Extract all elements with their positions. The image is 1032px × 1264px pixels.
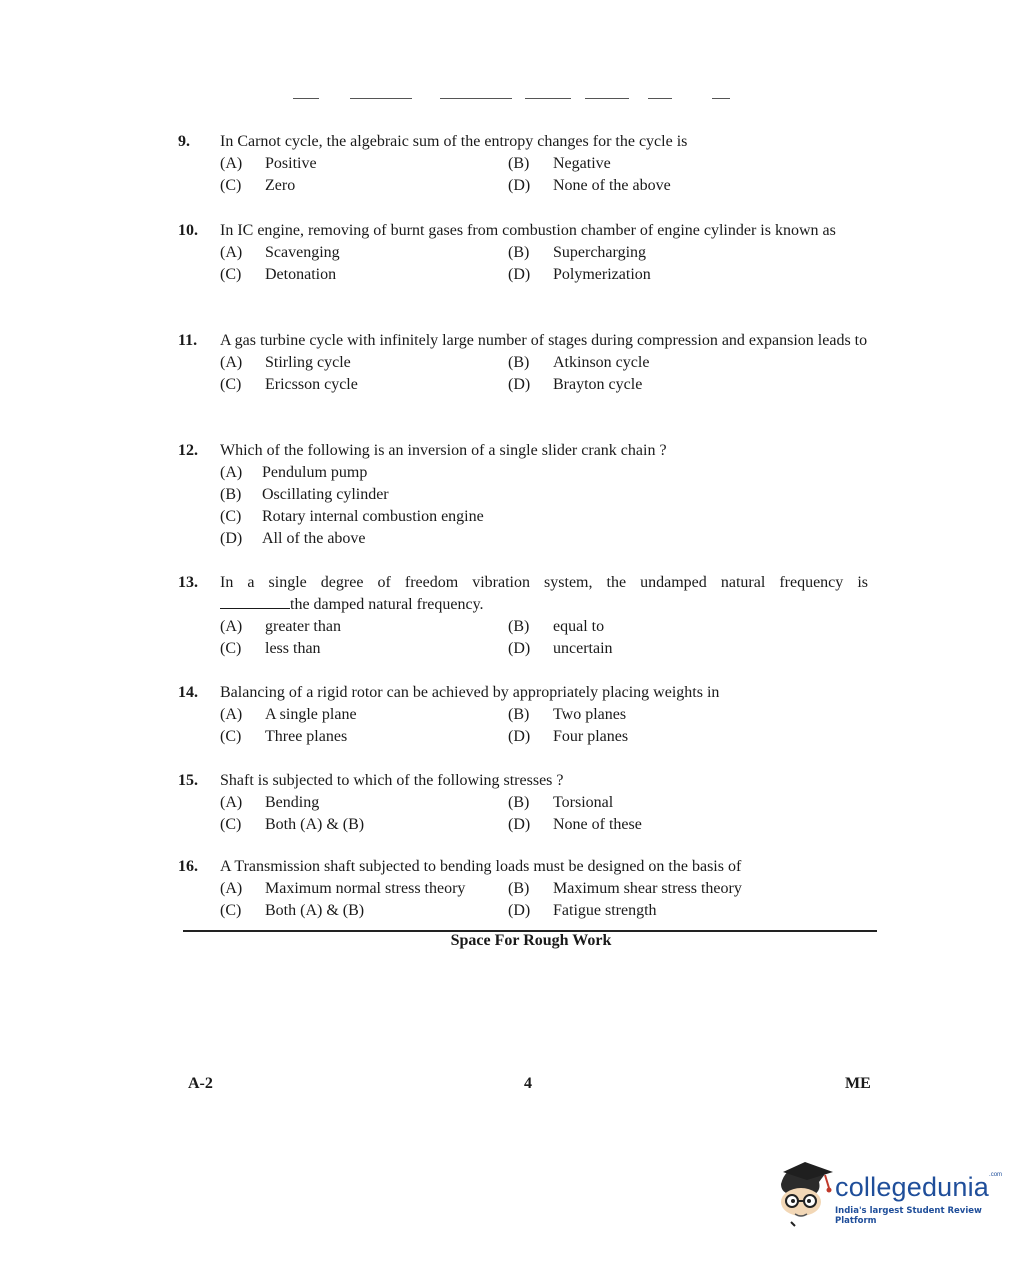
option-text: Brayton cycle — [553, 376, 643, 393]
option-label: (C) — [220, 816, 242, 833]
question-13 — [178, 572, 868, 660]
question-10 — [178, 220, 868, 286]
option-label: (B) — [508, 794, 530, 811]
question-number: 9. — [178, 133, 190, 150]
question-number: 10. — [178, 222, 198, 239]
question-text: Which of the following is an inversion of a single slider crank chain ? — [220, 442, 667, 459]
option-label: (A) — [220, 618, 243, 635]
option-text: None of these — [553, 816, 642, 833]
blank-line — [220, 594, 290, 609]
option-text: Positive — [265, 155, 317, 172]
option-label: (B) — [508, 244, 530, 261]
option-label: (C) — [220, 728, 242, 745]
option-label: (D) — [508, 177, 531, 194]
option-label: (C) — [220, 640, 242, 657]
question-11 — [178, 330, 868, 396]
question-text: Balancing of a rigid rotor can be achieved by appropriately placing weights in — [220, 684, 720, 701]
option-label: (B) — [508, 880, 530, 897]
option-text: None of the above — [553, 177, 671, 194]
option-label: (C) — [220, 376, 242, 393]
question-12 — [178, 440, 868, 550]
option-label: (C) — [220, 508, 242, 525]
option-label: (D) — [220, 530, 243, 547]
option-text: Stirling cycle — [265, 354, 351, 371]
question-15 — [178, 770, 868, 836]
option-text: Two planes — [553, 706, 627, 723]
brand-watermark — [775, 1160, 1005, 1230]
question-text: In IC engine, removing of burnt gases from combustion chamber of engine cylinder is known as — [220, 222, 836, 239]
option-text: Ericsson cycle — [265, 376, 358, 393]
option-label: (B) — [220, 486, 242, 503]
option-label: (B) — [508, 155, 530, 172]
option-text: Fatigue strength — [553, 902, 657, 919]
option-label: (B) — [508, 354, 530, 371]
option-text: Both (A) & (B) — [265, 902, 365, 919]
option-text: Maximum normal stress theory — [265, 880, 466, 897]
footer-code: A-2 — [188, 1075, 213, 1092]
option-text: Supercharging — [553, 244, 647, 261]
mascot-icon — [775, 1160, 835, 1230]
option-text: Both (A) & (B) — [265, 816, 365, 833]
option-label: (D) — [508, 728, 531, 745]
option-label: (A) — [220, 464, 243, 481]
option-label: (B) — [508, 706, 530, 723]
question-number: 14. — [178, 684, 198, 701]
option-text: Rotary internal combustion engine — [262, 508, 484, 525]
question-text: In a single degree of freedom vibration system, the undamped natural frequency is — [220, 574, 868, 591]
option-text: Pendulum pump — [262, 464, 368, 481]
option-label: (A) — [220, 155, 243, 172]
question-14 — [178, 682, 868, 748]
question-number: 16. — [178, 858, 198, 875]
option-text: uncertain — [553, 640, 613, 657]
page-number: 4 — [524, 1075, 532, 1092]
option-label: (A) — [220, 794, 243, 811]
option-text: Four planes — [553, 728, 629, 745]
question-text: In Carnot cycle, the algebraic sum of the entropy changes for the cycle is — [220, 133, 688, 150]
rough-work-heading: Space For Rough Work — [450, 932, 612, 949]
option-label: (A) — [220, 354, 243, 371]
option-label: (B) — [508, 618, 530, 635]
question-16 — [178, 856, 868, 922]
option-label: (A) — [220, 706, 243, 723]
option-text: A single plane — [265, 706, 357, 723]
question-text: A Transmission shaft subjected to bending loads must be designed on the basis of — [220, 858, 742, 875]
question-number: 15. — [178, 772, 198, 789]
question-text: A gas turbine cycle with infinitely large number of stages during compression and expansion leads to — [220, 332, 868, 349]
option-label: (D) — [508, 816, 531, 833]
option-text: Oscillating cylinder — [262, 486, 389, 503]
question-text: Shaft is subjected to which of the following stresses ? — [220, 772, 564, 789]
question-text-continued: the damped natural frequency. — [290, 596, 484, 613]
option-text: Maximum shear stress theory — [553, 880, 742, 897]
option-text: Polymerization — [553, 266, 651, 283]
option-label: (D) — [508, 640, 531, 657]
option-text: greater than — [265, 618, 341, 635]
question-number: 12. — [178, 442, 198, 459]
option-text: Negative — [553, 155, 611, 172]
option-label: (A) — [220, 244, 243, 261]
option-label: (C) — [220, 177, 242, 194]
option-text: Atkinson cycle — [553, 354, 650, 371]
option-text: Zero — [265, 177, 296, 194]
option-text: All of the above — [262, 530, 366, 547]
option-text: Detonation — [265, 266, 337, 283]
option-text: Torsional — [553, 794, 614, 811]
question-number: 11. — [178, 332, 198, 349]
option-label: (D) — [508, 266, 531, 283]
brand-tagline: India's largest Student Review Platform — [835, 1206, 982, 1226]
option-label: (D) — [508, 376, 531, 393]
option-text: less than — [265, 640, 321, 657]
option-label: (A) — [220, 880, 243, 897]
option-text: Scavenging — [265, 244, 340, 261]
option-text: Three planes — [265, 728, 348, 745]
question-9 — [178, 131, 868, 197]
footer-subject: ME — [845, 1075, 871, 1092]
option-label: (C) — [220, 266, 242, 283]
option-label: (D) — [508, 902, 531, 919]
option-text: Bending — [265, 794, 320, 811]
brand-name: collegedunia$^{.com}$ — [835, 1172, 1003, 1202]
option-label: (C) — [220, 902, 242, 919]
option-text: equal to — [553, 618, 605, 635]
question-number: 13. — [178, 574, 198, 591]
